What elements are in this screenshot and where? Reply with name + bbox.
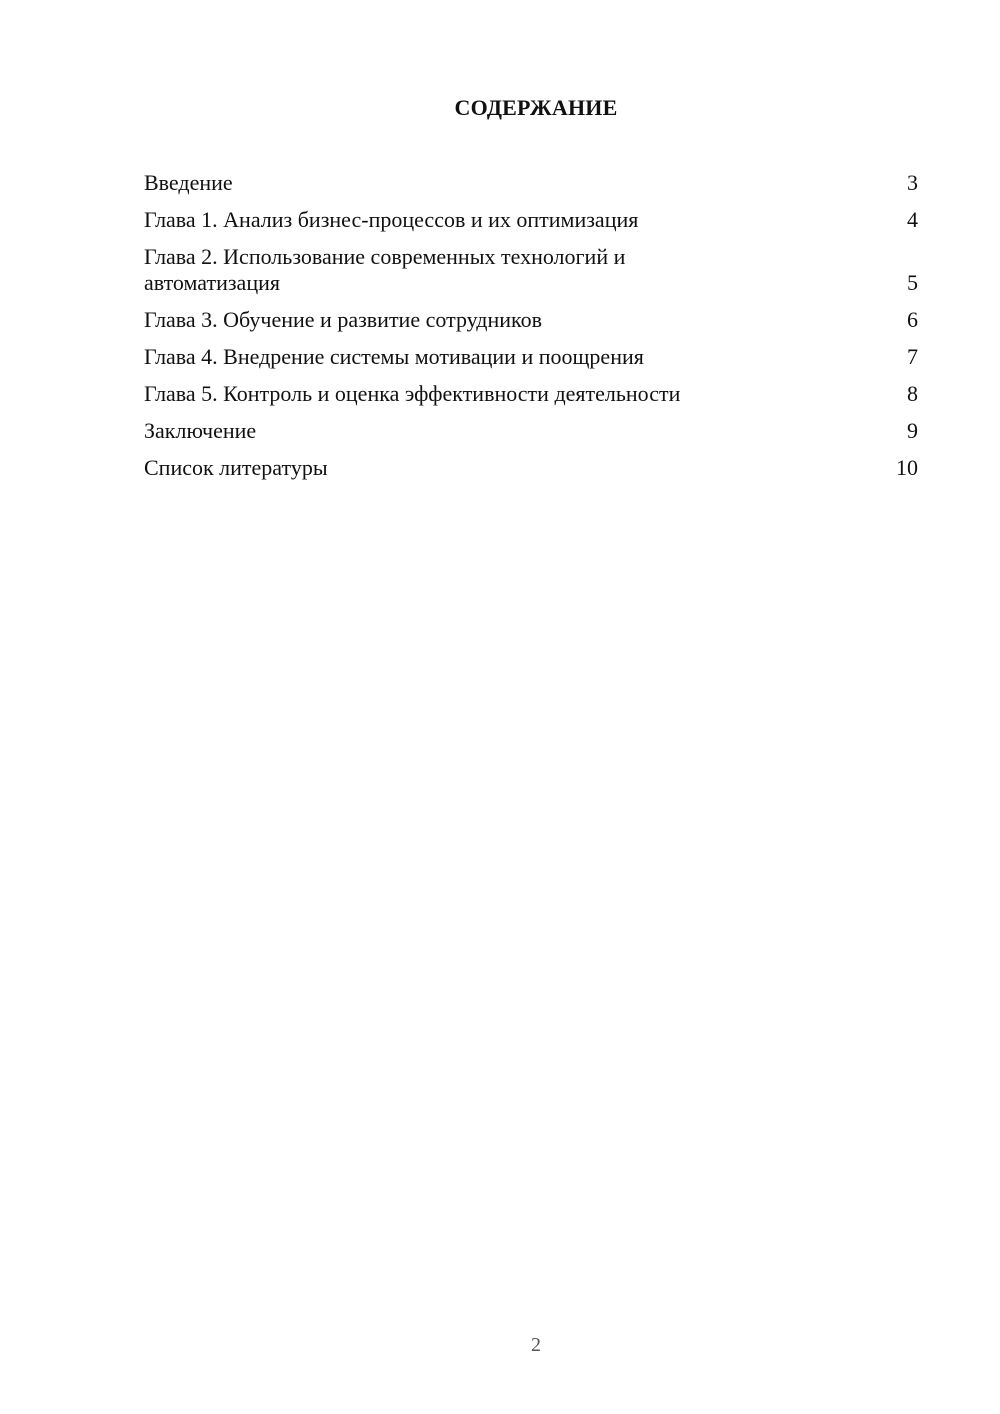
toc-item-label: Глава 1. Анализ бизнес-процессов и их оптимизация — [144, 207, 639, 232]
toc-item-chapter-1[interactable] — [144, 207, 918, 233]
toc-item-label: Список литературы — [144, 455, 328, 480]
toc-item-page: 6 — [907, 307, 918, 332]
toc-item-label: Заключение — [144, 418, 257, 443]
toc-item-label: Глава 4. Внедрение системы мотивации и поощрения — [144, 344, 644, 369]
toc-item-label: Введение — [144, 170, 233, 195]
toc-item-chapter-2[interactable] — [144, 244, 918, 296]
toc-item-references[interactable] — [144, 455, 918, 481]
toc-item-page: 4 — [907, 207, 918, 232]
page-number: 2 — [531, 1334, 541, 1356]
toc-item-page: 5 — [907, 270, 918, 295]
toc-item-label: Глава 3. Обучение и развитие сотрудников — [144, 307, 542, 332]
toc-title: СОДЕРЖАНИЕ — [454, 95, 618, 120]
toc-item-chapter-3[interactable] — [144, 307, 918, 333]
toc-item-page: 3 — [907, 170, 918, 195]
table-of-contents — [144, 170, 918, 492]
toc-item-label: Глава 5. Контроль и оценка эффективности деятельности — [144, 381, 681, 406]
toc-item-page: 7 — [907, 344, 918, 369]
toc-item-chapter-4[interactable] — [144, 344, 918, 370]
toc-item-page: 8 — [907, 381, 918, 406]
toc-item-page: 10 — [896, 455, 918, 480]
toc-item-introduction[interactable] — [144, 170, 918, 196]
toc-item-label: Глава 2. Использование современных технологий и автоматизация — [144, 244, 626, 295]
toc-item-chapter-5[interactable] — [144, 381, 918, 407]
toc-item-page: 9 — [907, 418, 918, 443]
toc-item-conclusion[interactable] — [144, 418, 918, 444]
